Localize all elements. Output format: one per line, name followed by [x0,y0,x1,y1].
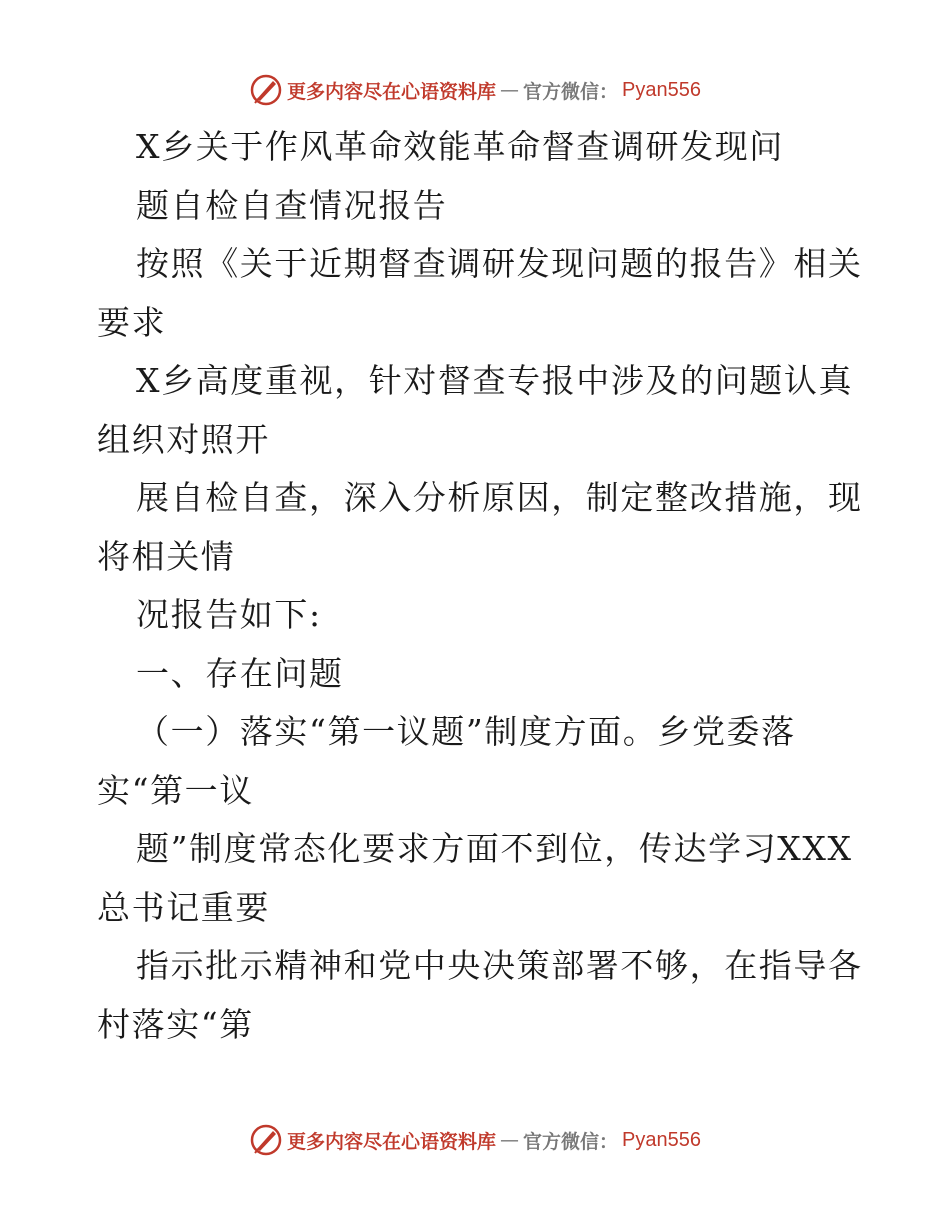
paragraph-line: 要求 [97,302,167,342]
watermark-text: 更多内容尽在心语资料库 [287,1130,497,1153]
paragraph-line: 将相关情 [97,536,236,576]
watermark-wechat-id: Pyan556 [622,78,701,101]
paragraph-line: 实“第一议 [97,770,254,810]
quill-pen-logo-icon [249,1123,283,1157]
title-line-2: 题自检自查情况报告 [136,185,448,225]
quill-pen-logo-icon [249,73,283,107]
footer-watermark [0,1120,950,1160]
document-body [97,118,863,1054]
paragraph-line: 村落实“第 [97,1004,254,1044]
header-watermark [0,70,950,110]
watermark-wechat-id: Pyan556 [622,1128,701,1151]
paragraph-line: 总书记重要 [97,887,270,927]
watermark-wechat-label: 官方微信： [523,1130,619,1153]
watermark-separator: — [500,1129,520,1151]
paragraph-line: 展自检自查，深入分析原因，制定整改措施，现 [136,478,863,517]
watermark-text: 更多内容尽在心语资料库 [287,80,497,103]
paragraph-line: 按照《关于近期督查调研发现问题的报告》相关 [136,244,863,283]
paragraph-line: 指示批示精神和党中央决策部署不够，在指导各 [136,946,863,985]
paragraph-line: 况报告如下: [136,595,322,634]
paragraph-line: X乡高度重视，针对督查专报中涉及的问题认真 [136,361,854,400]
section-heading: 一、存在问题 [136,653,344,693]
title-line-1: X乡关于作风革命效能革命督查调研发现问 [136,127,784,166]
paragraph-line: 题”制度常态化要求方面不到位，传达学习XXX [136,829,853,868]
watermark-wechat-label: 官方微信： [523,80,619,103]
paragraph-line: 组织对照开 [97,419,270,459]
subsection-line: （一）落实“第一议题”制度方面。乡党委落 [136,712,796,751]
watermark-separator: — [500,79,520,101]
